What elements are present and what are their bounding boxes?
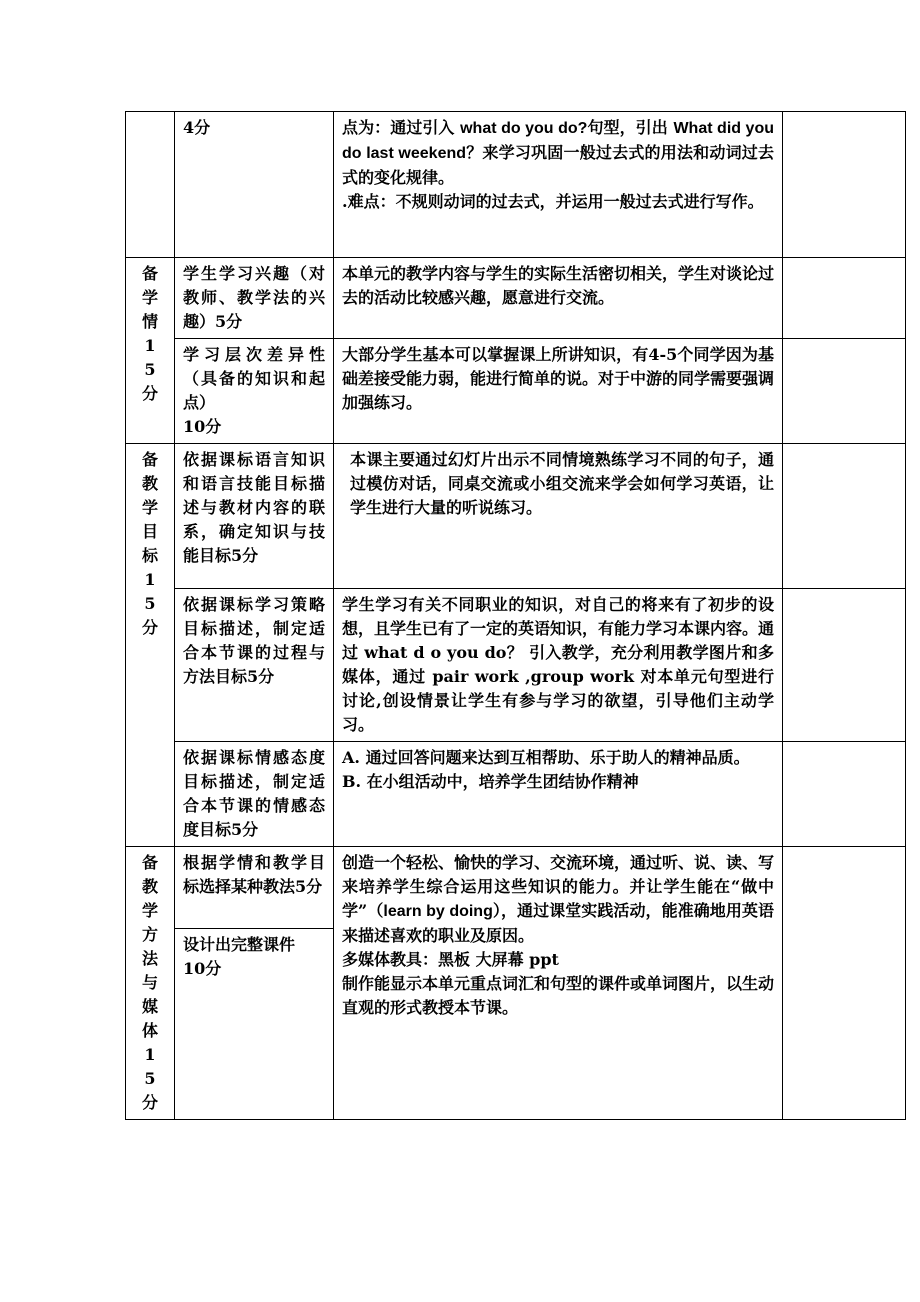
criteria-text: 4分: [183, 118, 211, 137]
criteria-cell: [175, 444, 334, 589]
section-cell: [126, 847, 175, 1120]
list-text: 在小组活动中，培养学生团结协作精神: [366, 772, 639, 791]
description-difficulty: .难点：不规则动词的过去式，并运用一般过去式进行写作。: [342, 192, 764, 211]
table-row: [126, 258, 906, 339]
score-cell: [783, 258, 906, 339]
desc-part: 点为：通过引入: [342, 118, 461, 137]
desc-part: ？来学习巩固一般过去式的用法和动词过去式的变化规律。: [342, 143, 774, 187]
description-text: 学生学习有关不同职业的知识，对自己的将来有了初步的设想，且学生已有了一定的英语知识，有能力学习本课内容。通过 what d o you do？ 引入教学，充分利用教学图片和多媒体，通过 pair work ,group work 对本单元句型进行讨论,创设情景让学生有参与学习的欲望，引导他们主动学习。: [342, 595, 775, 734]
lesson-plan-table: [125, 111, 906, 1120]
table-row: [126, 847, 906, 929]
section-label: 备学情15分: [141, 264, 158, 403]
section-label: 备教学方法与媒体15分: [141, 853, 158, 1112]
criteria-text: 依据课标语言知识和语言技能目标描述与教材内容的联系，确定知识与技能目标5分: [183, 450, 325, 565]
desc-part-en: learn by doing: [383, 903, 493, 920]
criteria-text: 设计出完整课件: [183, 934, 296, 954]
desc-part-en: what do you do?: [460, 120, 588, 137]
section-cell: [126, 444, 175, 847]
section-cell-empty: [126, 112, 175, 258]
description-cell: [334, 339, 783, 444]
list-text: 通过回答问题来达到互相帮助、乐于助人的精神品质。: [365, 748, 750, 767]
score-cell: [783, 847, 906, 1120]
media-line: 多媒体教具：黑板 大屏幕 ppt: [342, 950, 559, 969]
list-item: [342, 746, 774, 770]
criteria-text: 依据课标情感态度目标描述，制定适合本节课的情感态度目标5分: [183, 748, 325, 839]
description-text: 大部分学生基本可以掌握课上所讲知识，有4-5个同学因为基础差接受能力弱，能进行简单的说。对于中游的同学需要强调加强练习。: [342, 345, 775, 412]
criteria-cell: [175, 742, 334, 847]
score-cell: [783, 589, 906, 742]
score-cell: [783, 112, 906, 258]
section-label: 备教学目标15分: [141, 450, 158, 637]
description-cell: [334, 589, 783, 742]
score-cell: [783, 742, 906, 847]
desc-part: 创造一个轻松、愉快的学习、交流环境，通过听、说、读、写来培养学生综合运用这些知识的能力。并让学生能在“做中学”（: [342, 853, 775, 920]
description-text: 本单元的教学内容与学生的实际生活密切相关，学生对谈论过去的活动比较感兴趣，愿意进行交流。: [342, 264, 775, 307]
criteria-text: 学习层次差异性（具备的知识和起点）: [183, 345, 325, 412]
table-row: [126, 339, 906, 444]
description-cell: [334, 742, 783, 847]
list-marker: B.: [342, 772, 362, 791]
criteria-cell: [175, 112, 334, 258]
description-cell: [334, 258, 783, 339]
score-cell: [783, 339, 906, 444]
criteria-cell: [175, 258, 334, 339]
description-cell: [334, 444, 783, 589]
section-cell: [126, 258, 175, 444]
description-cell: [334, 112, 783, 258]
list-item: [342, 770, 774, 794]
criteria-score: 10分: [183, 417, 222, 436]
table-row: [126, 589, 906, 742]
criteria-cell: [175, 589, 334, 742]
description-text: [342, 851, 774, 948]
criteria-cell: [175, 847, 334, 929]
desc-part: 句型，引出: [587, 118, 674, 137]
criteria-text: 根据学情和教学目标选择某种教法5分: [183, 853, 325, 896]
criteria-score: 10分: [183, 958, 222, 978]
description-text: [342, 116, 774, 190]
desc-part-en: What did you do last weekend: [342, 120, 774, 162]
table-row: [126, 742, 906, 847]
desc-part: ），通过课堂实践活动，能准确地用英语来描述喜欢的职业及原因。: [342, 901, 774, 945]
criteria-cell: [175, 928, 334, 1119]
list-marker: A.: [342, 748, 360, 767]
description-text: 本课主要通过幻灯片出示不同情境熟练学习不同的句子，通过模仿对话，同桌交流或小组交流来学会如何学习英语，让学生进行大量的听说练习。: [350, 450, 774, 517]
table-row: [126, 112, 906, 258]
table-row: [126, 444, 906, 589]
criteria-text: 依据课标学习策略目标描述，制定适合本节课的过程与方法目标5分: [183, 595, 325, 686]
criteria-text: 学生学习兴趣（对教师、教学法的兴趣）5分: [183, 264, 325, 331]
criteria-cell: [175, 339, 334, 444]
description-cell: [334, 847, 783, 1120]
media-desc: 制作能显示本单元重点词汇和句型的课件或单词图片，以生动直观的形式教授本节课。: [342, 974, 775, 1017]
score-cell: [783, 444, 906, 589]
